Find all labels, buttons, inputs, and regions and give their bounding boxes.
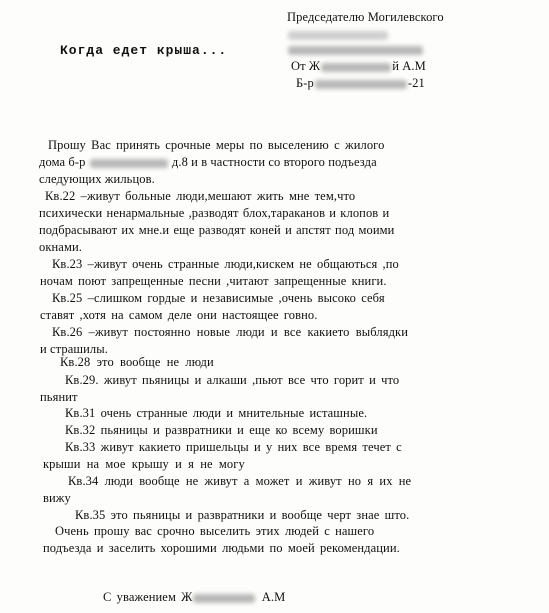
kv22-line-4: окнами. [39,240,82,254]
kv23-line-2: ночам поют запрещенные песни ,читают запрещенные книги. [40,274,387,288]
intro-line-2a: дома б-р [39,155,86,169]
address-line [296,76,425,90]
kv33-line-2: крыши на мое крышу и я не могу [43,457,245,471]
redacted-name-line [287,42,424,56]
kv22-line-1: Кв.22 –живут больные люди,мешают жить мне тем,что [45,189,356,203]
intro-line-3: следующих жильцов. [39,172,155,186]
signature-line [103,590,285,604]
kv22-line-2: психически ненармальные ,разводят блох,тараканов и клопов и [39,206,390,220]
intro-line-2b: д.8 и в частности со второго подъезда [171,155,377,169]
document-title: Когда едет крыша... [60,43,228,58]
kv35-line: Кв.35 это пьяницы и развратники и вообще черт знае што. [75,508,410,522]
redaction-block [288,31,388,40]
from-suffix: й А.М [392,59,426,73]
redaction-block [288,46,423,55]
signature-prefix: С уважением Ж [103,590,193,604]
intro-line-1: Прошу Вас принять срочные меры по выселению с жилого [48,138,385,152]
kv33-line-1: Кв.33 живут какието пришельцы и у них все время течет с [65,440,402,454]
kv32-line: Кв.32 пьяницы и развратники и еще ко всему воришки [65,423,378,437]
signature-suffix: А.М [261,590,286,604]
closing-line-2: подъезда и заселить хорошими людьми по моей рекомендации. [43,541,400,555]
intro-line-2 [39,155,377,169]
kv29-line-2: пьянит [40,390,78,404]
redaction-block [193,594,255,603]
address-suffix: -21 [407,76,425,90]
from-prefix: От Ж [291,59,321,73]
kv34-line-1: Кв.34 люди вообще не живут а может и живут но я их не [68,474,412,488]
redaction-block [315,80,407,89]
redaction-block [90,159,168,168]
closing-line-1: Очень прошу вас срочно выселить этих людей с нашего [55,524,375,538]
kv34-line-2: вижу [43,491,71,505]
from-line [291,59,426,73]
redaction-block [321,63,391,72]
kv26-line-2: и страшилы. [40,342,108,356]
kv26-line-1: Кв.26 –живут постоянно новые люди и все какието выблядки [52,325,409,339]
kv28-line: Кв.28 это вообще не люди [60,355,214,369]
kv25-line-2: ставят ,хотя на самом деле они настоящее говно. [40,308,318,322]
addressee-line: Председателю Могилевского [287,10,444,24]
kv31-line: Кв.31 очень странные люди и мнительные исташные. [65,406,368,420]
kv23-line-1: Кв.23 –живут очень странные люди,кискем не общаються ,по [52,257,399,271]
address-prefix: Б-р [296,76,314,90]
kv22-line-3: подбрасывают их мне.и еще разводят коней и апстят под моими [39,223,395,237]
kv25-line-1: Кв.25 –слишком гордые и независимые ,очень высоко себя [52,291,385,305]
kv29-line-1: Кв.29. живут пьяницы и алкаши ,пьют все что горит и что [65,373,400,387]
redacted-org-line [287,27,389,41]
